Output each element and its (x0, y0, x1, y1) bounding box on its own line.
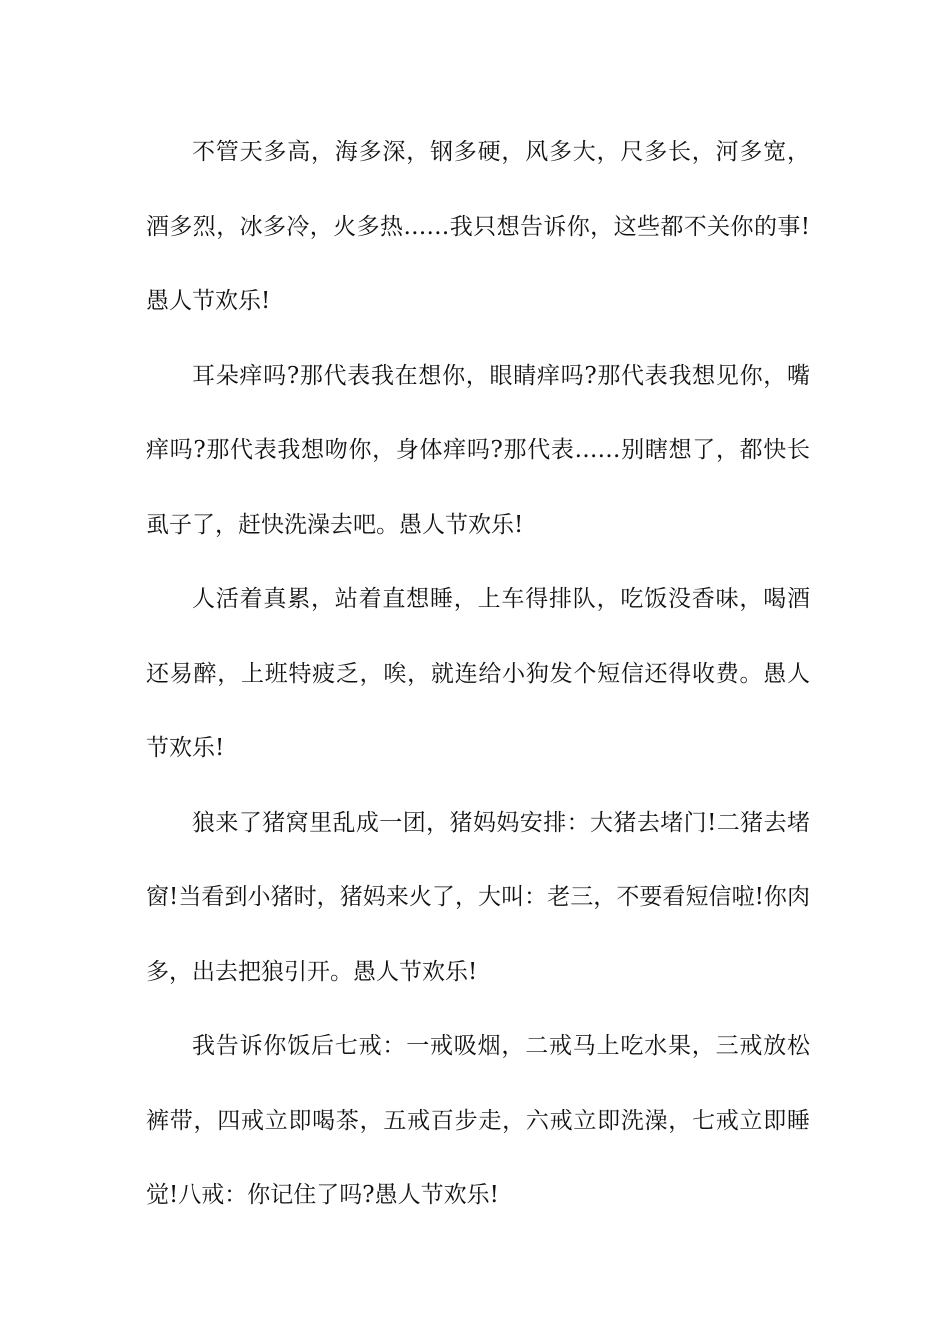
paragraph-4: 狼来了猪窝里乱成一团，猪妈妈安排：大猪去堵门!二猪去堵窗!当看到小猪时，猪妈来火了，大叫：老三，不要看短信啦!你肉多，出去把狼引开。愚人节欢乐! (146, 809, 810, 985)
document-body (146, 115, 810, 1233)
paragraph-1: 不管天多高，海多深，钢多硬，风多大，尺多长，河多宽，酒多烈，冰多冷，火多热……我只想告诉你，这些都不关你的事!愚人节欢乐! (146, 139, 810, 314)
paragraph-5: 我告诉你饭后七戒：一戒吸烟，二戒马上吃水果，三戒放松裤带，四戒立即喝茶，五戒百步走，六戒立即洗澡，七戒立即睡觉!八戒：你记住了吗?愚人节欢乐! (146, 1033, 810, 1208)
paragraph-2: 耳朵痒吗?那代表我在想你，眼睛痒吗?那代表我想见你，嘴痒吗?那代表我想吻你，身体痒吗?那代表……别瞎想了，都快长虱子了，赶快洗澡去吧。愚人节欢乐! (146, 362, 810, 538)
paragraph-3: 人活着真累，站着直想睡，上车得排队，吃饭没香味，喝酒还易醉，上班特疲乏，唉，就连给小狗发个短信还得收费。愚人节欢乐! (146, 586, 810, 761)
